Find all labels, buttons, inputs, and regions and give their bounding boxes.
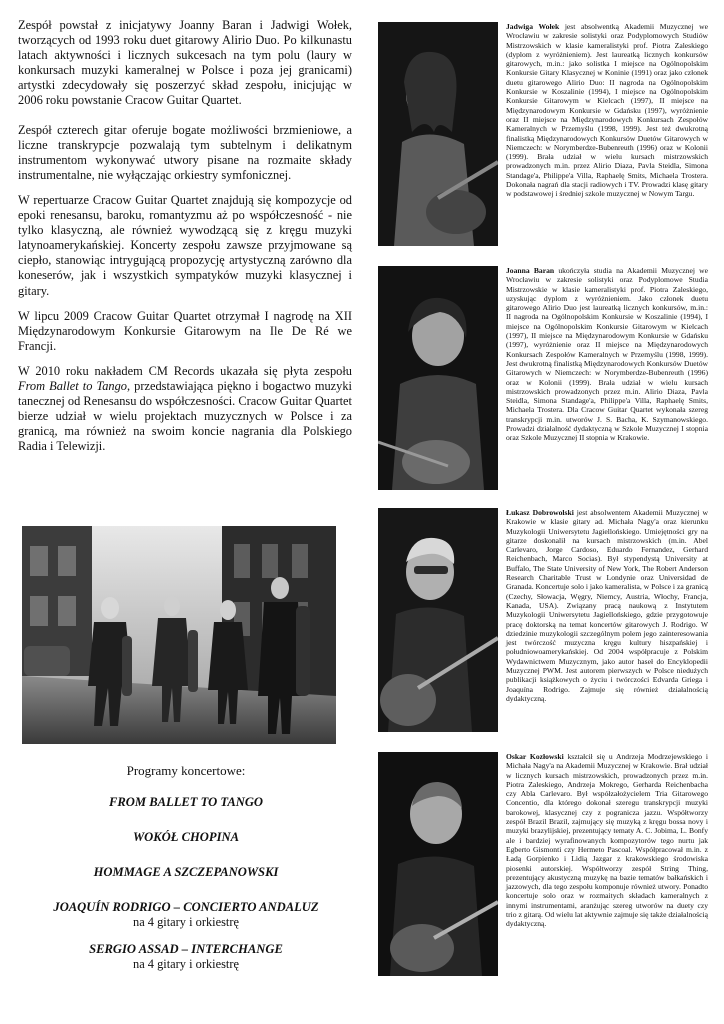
program-title: JOAQUÍN RODRIGO – CONCIERTO ANDALUZ bbox=[53, 900, 319, 914]
portrait-photo bbox=[378, 266, 498, 490]
intro-paragraph-1: Zespół powstał z inicjatywy Joanny Baran i Jadwigi Wołek, tworzących od 1993 roku duet gitarowy Alirio Duo. Po kilkunastu latach aktywności i licznych sukcesach na tym polu (laury w konkursach muzyki kameralnej w Polsce i poza jej granicami) artystki zdecydowały się poszerzyć skład zespołu, inicjując w 2006 roku powstanie Cracow Guitar Quartet. bbox=[18, 18, 352, 108]
bio-text bbox=[506, 22, 708, 199]
intro-paragraph-5-part-a: W 2010 roku nakładem CM Records ukazała się płyta zespołu bbox=[18, 363, 352, 378]
program-title: FROM BALLET TO TANGO bbox=[108, 795, 264, 809]
intro-paragraph-3: W repertuarze Cracow Guitar Quartet znajdują się kompozycje od epoki renesansu, baroku, romantyzmu aż po współczesność - nie tylko klasyczną, ale również wywodzącą się z kręgu muzyki latynoamerykańskiej. Koncerty zespołu zawsze przyjmowane są ciepło, stanowiąc intrygującą propozycję artystyczną zarówno dla koneserów, jak i wszystkich sympatyków muzyki klasycznej i gitary. bbox=[18, 192, 352, 298]
portrait-photo bbox=[378, 752, 498, 976]
bio-text bbox=[506, 508, 708, 703]
album-title: From Ballet to Tango bbox=[18, 378, 128, 393]
program-title: WOKÓŁ CHOPINA bbox=[132, 830, 239, 844]
bio-name: Joanna Baran bbox=[506, 266, 555, 275]
program-subtitle: na 4 gitary i orkiestrę bbox=[133, 915, 239, 929]
bio-text bbox=[506, 752, 708, 929]
program-item bbox=[18, 865, 354, 880]
intro-paragraph-2: Zespół czterech gitar oferuje bogate możliwości brzmieniowe, a liczne transkrypcje pozwalają tym subtelnym i delikatnym instrumentom wykonywać utwory pisane na rozmaite składy instrumentalne, nie wyłączając orkiestry symfonicznej. bbox=[18, 122, 352, 182]
program-title: HOMMAGE A SZCZEPANOWSKI bbox=[93, 865, 279, 879]
bio-name: Łukasz Dobrowolski bbox=[506, 508, 574, 517]
bio-body: jest absolwentem Akademii Muzycznej w Krakowie w klasie gitary ad. Michała Nagy'a oraz kierunku Muzykologii Uniwersytetu Jagiellońskiego. Umiejętności gry na gitarze doskonalił na kursach mistrzowskich (m.in. Abel Carlevaro, Jorge Cardoso, Eduardo Fernandez, Gerhard Reichenbach, Marco Socias). Był stypendystą University at Buffalo, The State University of New York, The Robert Anderson Research Charitable Trust w Londynie oraz Universidad de Granada. Koncertuje solo i jako kameralista, w Polsce i za granicą (Czechy, Słowacja, Węgry, Niemcy, Austria, Włochy, Francja, Kanada, USA). Związany pracą naukową z Instytutem Muzykologii Uniwersytetu Jagiellońskiego, gdzie przygotowuje pracę doktorską na temat koncertów gitarowych J. Rodrigo. W dziedzinie muzykologii szczególnym polem jego zainteresowania jest twórczość muzyczna kręgu kultury hiszpańskiej i południowoamerykańskiej. Od 2004 współpracuje z Polskim Wydawnictwem Muzycznym, jako autor haseł do Encyklopedii Muzycznej PWM. Jest autorem pierwszych w Polsce niedużych publikacji książkowych o życiu i twórczości Edvarda Griega i Joaquína Rodrigo. Zajmuje się również działalnością dydaktyczną. bbox=[506, 508, 708, 703]
intro-text bbox=[18, 18, 352, 464]
programs-heading: Programy koncertowe: bbox=[126, 763, 246, 778]
bio-text bbox=[506, 266, 708, 443]
program-title: SERGIO ASSAD – INTERCHANGE bbox=[89, 942, 283, 956]
intro-paragraph-5-part-b: , przedstawiająca piękno i bogactwo muzyki tanecznej od Renesansu do współczesności. Cracow Guitar Quartet bierze udział w wielu projektach muzycznych w Polsce i za granicą, ma również na swoim koncie nagrania dla Polskiego Radia i Telewizji. bbox=[18, 378, 353, 454]
bio-name: Oskar Kozłowski bbox=[506, 752, 564, 761]
program-item bbox=[18, 942, 354, 971]
intro-paragraph-4: W lipcu 2009 Cracow Guitar Quartet otrzymał I nagrodę na XII Międzynarodowym Konkursie Gitarowym na Ile De Ré we Francji. bbox=[18, 308, 352, 353]
program-subtitle: na 4 gitary i orkiestrę bbox=[133, 957, 239, 971]
program-item bbox=[18, 900, 354, 929]
program-item bbox=[18, 830, 354, 845]
bio-body: ukończyła studia na Akademii Muzycznej we Wrocławiu w zakresie solistyki oraz Podyplomowe Studia Mistrzowskie w klasie kameralistyki prof. Piotra Zaleskiego, uzyskując dyplom z wyróżnieniem. Jako członek duetu gitarowego Alirio Duo jest laureatką licznych konkursów, m.in.: II nagroda na Ogólnopolskim Konkursie w Koszalinie (1994), I miejsce na Ogólnopolskim Konkursie Gitarowym w Kielcach (1997), II miejsce na Międzynarodowym Konkursie w Gdańsku (1997), wyróżnienie oraz II miejsce na Międzynarodowych Konkursach Zespołów Kameralnych w Przemyślu (1998, 1999). Jest dwukrotną finalistką Międzynarodowych Konkursów Duetów Gitarowych w Niemczech: w Norymberdze-Bubenreuth (1996) oraz w Kolonii (1999). Brała udział w wielu kursach mistrzowskich prowadzonych przez m.in. Alirio Diaza, Pavla Steidla, Simona Standage'a, Philippe'a Villa, Raphaelę Smits, Michaela Trostera. Dla Cracow Guitar Quartet wykonała szereg transkrypcji m.in. utworów J. S. Bacha, K. Szymanowskiego. Prowadzi działalność dydaktyczną w Szkole Muzycznej I stopnia oraz Szkole Muzycznej II stopnia w Krakowie. bbox=[506, 266, 708, 443]
bio-body: kształcił się u Andrzeja Modrzejewskiego i Michała Nagy'a na Akademii Muzycznej w Krakowie. Brał udział w licznych kursach mistrzowskich, prowadzonych przez m.in. Piotra Zaleskiego, Andrzeja Mokrego, Gerharda Reichenbacha czy Abla Carlevaro. Był współzałożycielem Tria Gitarowego Concentio, dla którego dokonał szeregu transkrypcji muzyki barokowej, klasycznej czy z pogranicza jazzu. Współtworzy zespół Brazil Brazil, zajmujący się muzyką z kręgu bossa novy i muzyki brazylijskiej, prezentujący tematy A. C. Jobima, L. Bonfy ale i bardziej wyrafinowanych kompozytorów tego nurtu jak Egberto Gismonti czy Hermeto Pascoal. Współpracował m.in. z Ładą Gorpienko i Lidią Jazgar z krakowskiego środowiska piosenki autorskiej. Współtworzy zespół String Thing, prezentujący akustyczną muzykę na bazie tematów bałkańskich i jazzowych, dla tego zespołu komponuje również utwory. Ponadto koncertuje solo oraz w rozmaitych składach kameralnych z innymi instrumentami, aranżując szereg utworów na duety czy trio z gitarą. Od wielu lat aktywnie zajmuje się także działalnością dydaktyczną. bbox=[506, 752, 708, 929]
portrait-photo bbox=[378, 508, 498, 732]
program-item bbox=[18, 795, 354, 810]
bio-body: jest absolwentką Akademii Muzycznej we Wrocławiu w zakresie solistyki oraz Podyplomowych Studiów Mistrzowskich w klasie kameralistyki prof. Piotra Zaleskiego (dyplom z wyróżnieniem). Jest laureatką licznych konkursów gitarowych, m.in.: jako solistka I miejsce na Ogólnopolskim Konkursie Gitary Klasycznej w Koninie (1991) oraz jako członek duetu gitarowego Alirio Duo: II nagroda na Ogólnopolskim Konkursie w Koszalinie (1994), I miejsce na Ogólnopolskim Konkursie Gitarowym w Kielcach (1997), II miejsce na Międzynarodowym Konkursie w Gdańsku (1997), wyróżnienie oraz II miejsce na Międzynarodowych Konkursach Zespołów Kameralnych w Przemyślu (1998, 1999). Jest też dwukrotną finalistką Międzynarodowych Konkursów Duetów Gitarowych w Niemczech: w Norymberdze-Bubenreuth (1996) oraz w Kolonii (1999). Brała udział w wielu kursach mistrzowskich prowadzonych m.in. przez Alirio Diaza, Pavla Steidla, Simona Standage'a, Philippe'a Villa, Raphaelę Smits, Michaela Trostera. Dokonała nagrań dla stacji radiowych i TV. Prowadzi klasę gitary w podstawowej i średniej szkole muzycznej w Nowym Targu. bbox=[506, 22, 708, 199]
bio-name: Jadwiga Wołek bbox=[506, 22, 560, 31]
concert-programs bbox=[18, 763, 354, 984]
portrait-photo bbox=[378, 22, 498, 246]
intro-paragraph-5 bbox=[18, 364, 352, 455]
group-photo bbox=[22, 526, 336, 744]
